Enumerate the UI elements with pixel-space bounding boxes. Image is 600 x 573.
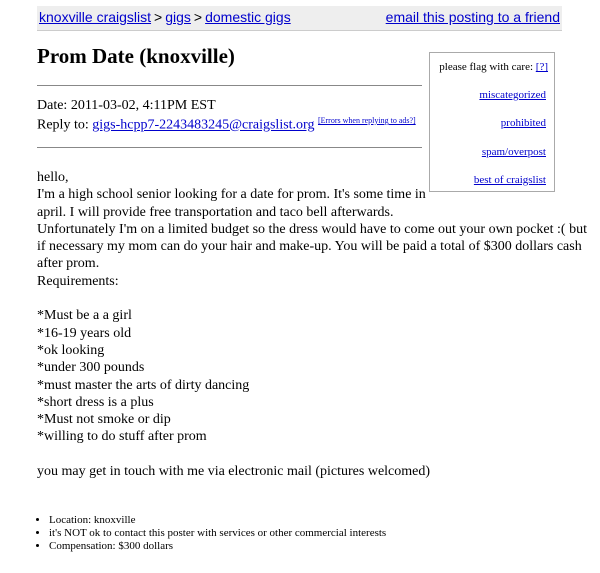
- no-contact-notice: • it's NOT ok to contact this poster with services or other commercial interests: [49, 527, 386, 540]
- reply-email-link[interactable]: gigs-hcpp7-2243483245@craigslist.org: [92, 117, 315, 133]
- page-title: Prom Date (knoxville): [37, 44, 235, 68]
- blank-line: [37, 290, 567, 307]
- breadcrumb-section-link[interactable]: gigs: [165, 9, 191, 25]
- flag-header: [439, 61, 548, 73]
- requirement-item: *Must not smoke or dip: [37, 412, 171, 428]
- posting-details-list: [37, 514, 386, 553]
- flag-miscategorized-link[interactable]: miscategorized: [479, 89, 546, 101]
- body-line: Unfortunately I'm on a limited budget so the dress would have to come out your own pocket :( but: [37, 221, 587, 237]
- post-date: Date: 2011-03-02, 4:11PM EST: [37, 98, 216, 113]
- flag-help-link[interactable]: [?]: [535, 61, 548, 73]
- compensation-item: • Compensation: $300 dollars: [49, 540, 386, 553]
- breadcrumb-separator: >: [193, 9, 203, 25]
- divider: [37, 85, 422, 86]
- requirement-item: *Must be a a girl: [37, 308, 132, 324]
- breadcrumb-separator: >: [154, 9, 163, 25]
- flag-prohibited-link[interactable]: prohibited: [500, 117, 546, 129]
- email-to-friend-link[interactable]: email this posting to a friend: [385, 9, 560, 25]
- body-line: hello,: [37, 170, 69, 185]
- location-item: • Location: knoxville: [49, 514, 386, 527]
- breadcrumb-site-link[interactable]: knoxville craigslist: [39, 9, 152, 25]
- requirement-item: *under 300 pounds: [37, 360, 145, 376]
- reply-errors-link[interactable]: [Errors when replying to ads?]: [317, 116, 416, 125]
- requirement-item: *16-19 years old: [37, 325, 132, 341]
- body-line: you may get in touch with me via electronic mail (pictures welcomed): [37, 464, 431, 480]
- body-line: I'm a high school senior looking for a date for prom. It's some time in: [37, 187, 426, 203]
- reply-to-label: Reply to:: [37, 117, 89, 133]
- body-line: april. I will provide free transportation and taco bell afterwards.: [37, 204, 394, 220]
- body-line: after prom.: [37, 256, 100, 272]
- divider: [37, 147, 422, 148]
- reply-to-line: [37, 116, 416, 134]
- posting-body: [37, 169, 587, 480]
- breadcrumb-category-link[interactable]: domestic gigs: [205, 9, 291, 25]
- requirement-item: *must master the arts of dirty dancing: [37, 377, 250, 393]
- requirement-item: *willing to do stuff after prom: [37, 429, 207, 445]
- requirement-item: *short dress is a plus: [37, 394, 154, 410]
- body-line: if necessary my mom can do your hair and make-up. You will be paid a total of $300 dollars cash: [37, 239, 582, 255]
- flag-best-of-link[interactable]: best of craigslist: [473, 174, 546, 186]
- body-line: Requirements:: [37, 273, 119, 289]
- breadcrumb: [39, 9, 291, 25]
- flag-spam-link[interactable]: spam/overpost: [481, 146, 546, 158]
- top-bar: [37, 6, 562, 31]
- blank-line: [37, 446, 567, 463]
- flag-header-text: please flag with care:: [439, 61, 534, 73]
- requirement-item: *ok looking: [37, 342, 105, 358]
